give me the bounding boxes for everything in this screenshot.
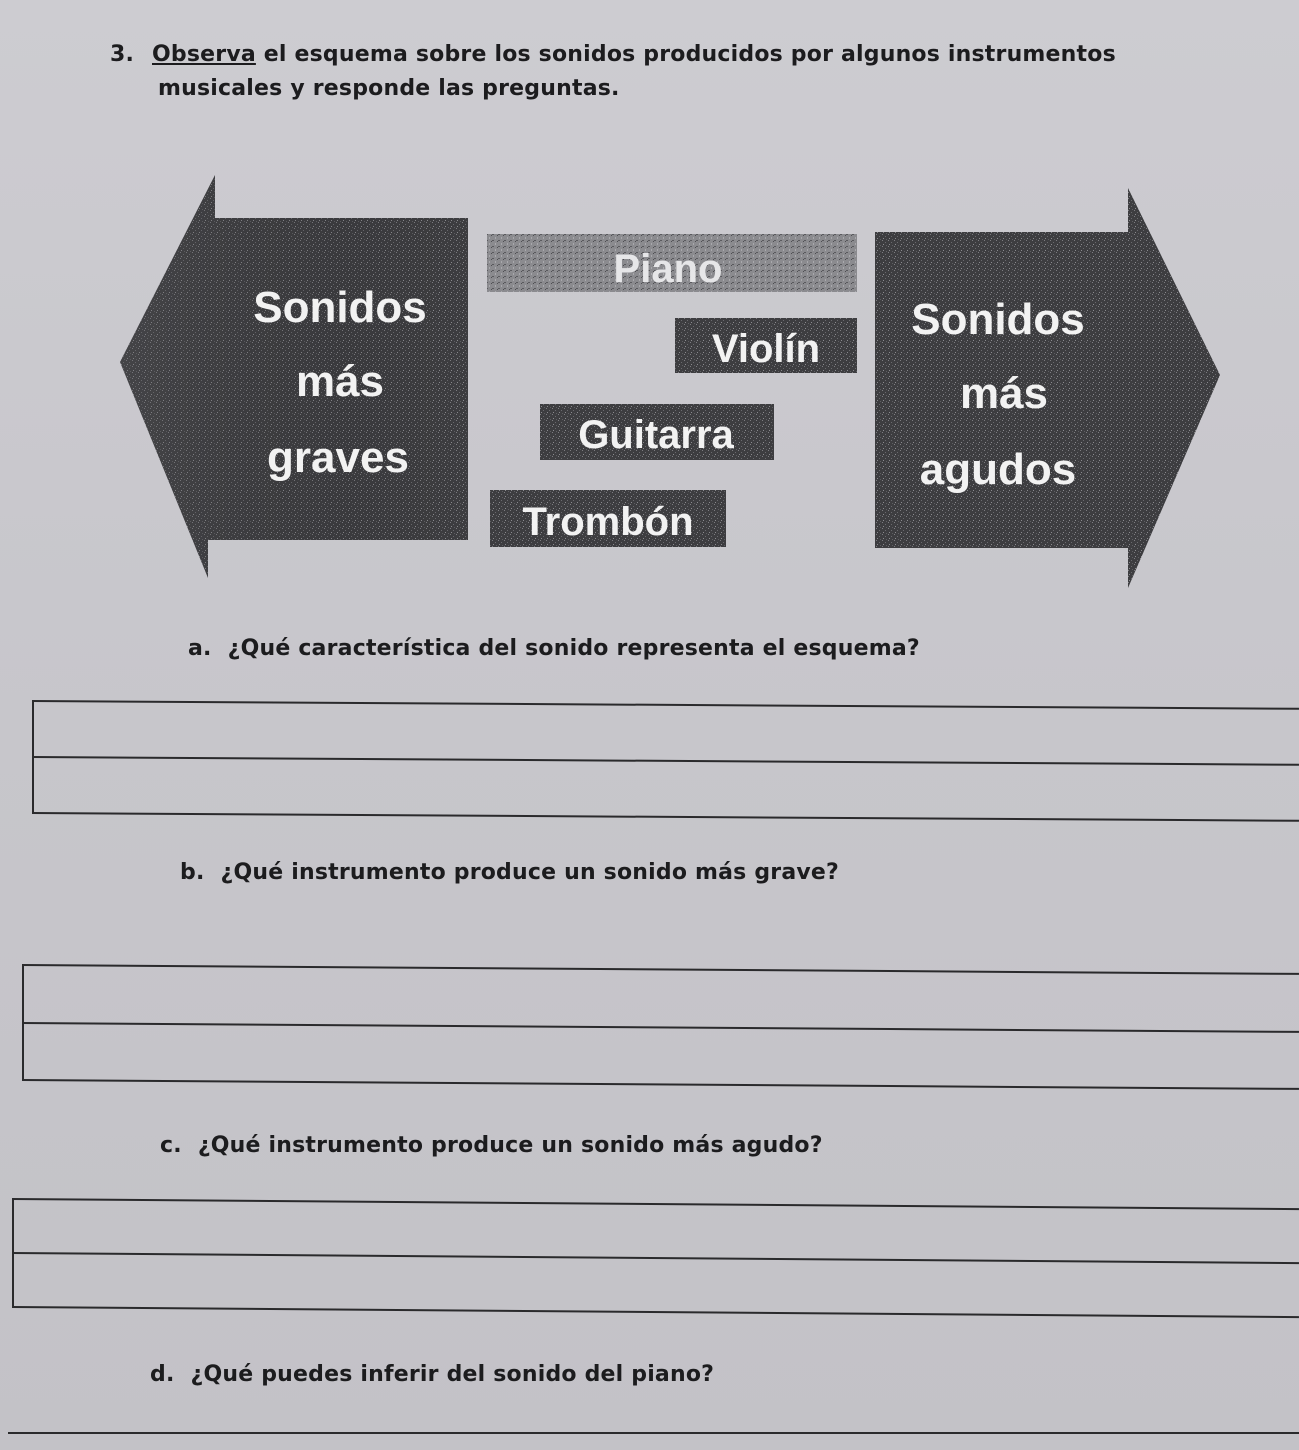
question-b-label: b. xyxy=(180,860,205,885)
question-a xyxy=(188,636,920,661)
left-arrow-text-3: graves xyxy=(267,433,409,482)
instruction-verb: Observa xyxy=(152,42,256,67)
answer-c-line-3[interactable] xyxy=(12,1306,1299,1318)
question-a-text: ¿Qué característica del sonido representa el esquema? xyxy=(227,636,920,661)
question-a-label: a. xyxy=(188,636,212,661)
answer-c-line-2[interactable] xyxy=(12,1252,1299,1264)
answer-c-line-1[interactable] xyxy=(12,1198,1299,1210)
question-d-label: d. xyxy=(150,1362,175,1387)
right-arrow-text-1: Sonidos xyxy=(911,295,1085,344)
trombon-label: Trombón xyxy=(522,500,694,544)
answer-a-line-3[interactable] xyxy=(32,812,1299,822)
right-arrow-text-2: más xyxy=(959,369,1049,418)
question-d xyxy=(150,1362,714,1387)
answer-b-line-2[interactable] xyxy=(22,1022,1299,1033)
question-d-text: ¿Qué puedes inferir del sonido del piano? xyxy=(190,1362,715,1387)
violin-label: Violín xyxy=(711,327,821,371)
answer-a-line-1[interactable] xyxy=(32,700,1299,710)
question-c-label: c. xyxy=(160,1133,182,1158)
left-arrow-text-2: más xyxy=(295,357,385,406)
instruction-text-line2: musicales y responde las preguntas. xyxy=(158,76,620,101)
answer-a-line-2[interactable] xyxy=(32,756,1299,766)
exercise-number: 3. xyxy=(110,42,135,67)
answer-b-line-3[interactable] xyxy=(22,1079,1299,1090)
right-arrow-text-3: agudos xyxy=(919,445,1077,494)
question-c-text: ¿Qué instrumento produce un sonido más agudo? xyxy=(197,1133,823,1158)
sound-pitch-diagram xyxy=(0,160,1299,600)
answer-d-line-1[interactable] xyxy=(8,1432,1299,1434)
answer-b-line-1[interactable] xyxy=(22,964,1299,975)
left-arrow-text-1: Sonidos xyxy=(253,283,427,332)
instruction-text-line1: el esquema sobre los sonidos producidos por algunos instrumentos xyxy=(255,42,1116,67)
question-b-text: ¿Qué instrumento produce un sonido más grave? xyxy=(220,860,839,885)
piano-label: Piano xyxy=(613,247,723,291)
question-b xyxy=(180,860,839,885)
exercise-instruction xyxy=(110,38,1170,106)
guitarra-label: Guitarra xyxy=(578,413,734,457)
question-c xyxy=(160,1133,823,1158)
